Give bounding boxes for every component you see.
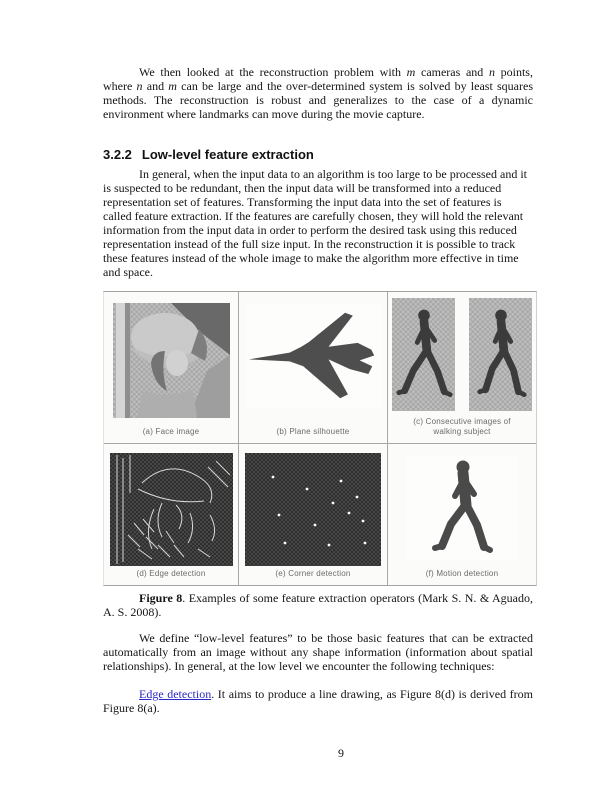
figure-panel-c: [387, 292, 536, 443]
section-heading: [103, 147, 533, 162]
paragraph-text: . It aims to produce a line drawing, as Figure 8(d) is derived from Figure 8(a).: [103, 687, 533, 715]
plane-silhouette-image: [245, 304, 381, 408]
variable-m: m: [168, 79, 177, 93]
figure-grid: [104, 292, 536, 585]
figure-panel-f: [387, 443, 536, 585]
figure-panel-e: [238, 443, 387, 585]
paragraph-low-level-features: We define “low-level features” to be those basic features that can be extracted automatically from an image without any shape information (information about spatial relationships). In general, at the low level we encounter the following techniques:: [103, 631, 533, 673]
figure-panel-b: [238, 292, 387, 443]
variable-n: n: [488, 65, 495, 79]
walker-silhouette: [395, 305, 453, 405]
panel-c-label-line2: walking subject: [433, 427, 491, 436]
variable-m: m: [406, 65, 416, 79]
face-photo-illustration: [113, 303, 230, 418]
figure-caption-number: Figure 8: [139, 591, 183, 605]
face-image: [113, 303, 230, 418]
figure-caption: [103, 591, 533, 619]
paragraph-edge-detection: [103, 687, 533, 715]
figure-8: [103, 291, 537, 586]
walking-subject-frame-2: [469, 298, 532, 411]
page-number: 9: [338, 746, 344, 760]
variable-n: n: [136, 79, 143, 93]
panel-c-label: [413, 417, 510, 437]
walker-silhouette: [472, 305, 530, 405]
panel-d-label: (d) Edge detection: [136, 569, 206, 578]
panel-b-label: (b) Plane silhouette: [276, 427, 350, 436]
paragraph-text: and: [142, 79, 169, 93]
paragraph-text: We then looked at the reconstruction problem with: [139, 65, 407, 79]
motion-detection-image: [406, 455, 518, 561]
figure-panel-a: [104, 292, 238, 443]
panel-f-label: (f) Motion detection: [425, 569, 499, 578]
jet-silhouette: [245, 304, 381, 408]
walking-subject-frames: [392, 292, 532, 411]
section-number: 3.2.2: [103, 147, 132, 162]
paragraph-text: cameras and: [415, 65, 489, 79]
edge-detection-image: [110, 453, 233, 566]
panel-c-label-line1: (c) Consecutive images of: [413, 417, 511, 426]
text-column: [103, 65, 533, 715]
panel-e-label: (e) Corner detection: [275, 569, 351, 578]
figure-caption-text: . Examples of some feature extraction operators (Mark S. N. & Aguado, A. S. 2008).: [103, 591, 533, 619]
edge-map-illustration: [110, 453, 233, 566]
paragraph-reconstruction: [103, 65, 533, 121]
figure-panel-d: [104, 443, 238, 585]
paragraph-feature-extraction: In general, when the input data to an algorithm is too large to be processed and it is suspected to be redundant, then the input data will be transformed into a reduced representation set of features. Transforming the input data into the set of features is called feature extraction. If the features are carefully chosen, they will hold the relevant information from the input data in order to perform the desired task using this reduced representation instead of the full size input. In the reconstruction it is possible to track these features instead of the whole image to make the algorithm more effective in time and space.: [103, 167, 528, 279]
paragraph-text: can be large and the over-determined system is solved by least squares methods. The reconstruction is robust and generalizes to the case of a dynamic environment where landmarks can move during the movie capture.: [103, 79, 533, 121]
panel-a-label: (a) Face image: [142, 427, 200, 436]
walking-subject-frame-1: [392, 298, 455, 411]
corner-dots-illustration: [245, 453, 381, 566]
edge-detection-link[interactable]: Edge detection: [139, 687, 212, 701]
section-title: Low-level feature extraction: [141, 147, 314, 162]
paragraph-text: points, where: [103, 65, 533, 93]
motion-walker-silhouette: [431, 458, 493, 558]
corner-detection-image: [245, 453, 381, 566]
